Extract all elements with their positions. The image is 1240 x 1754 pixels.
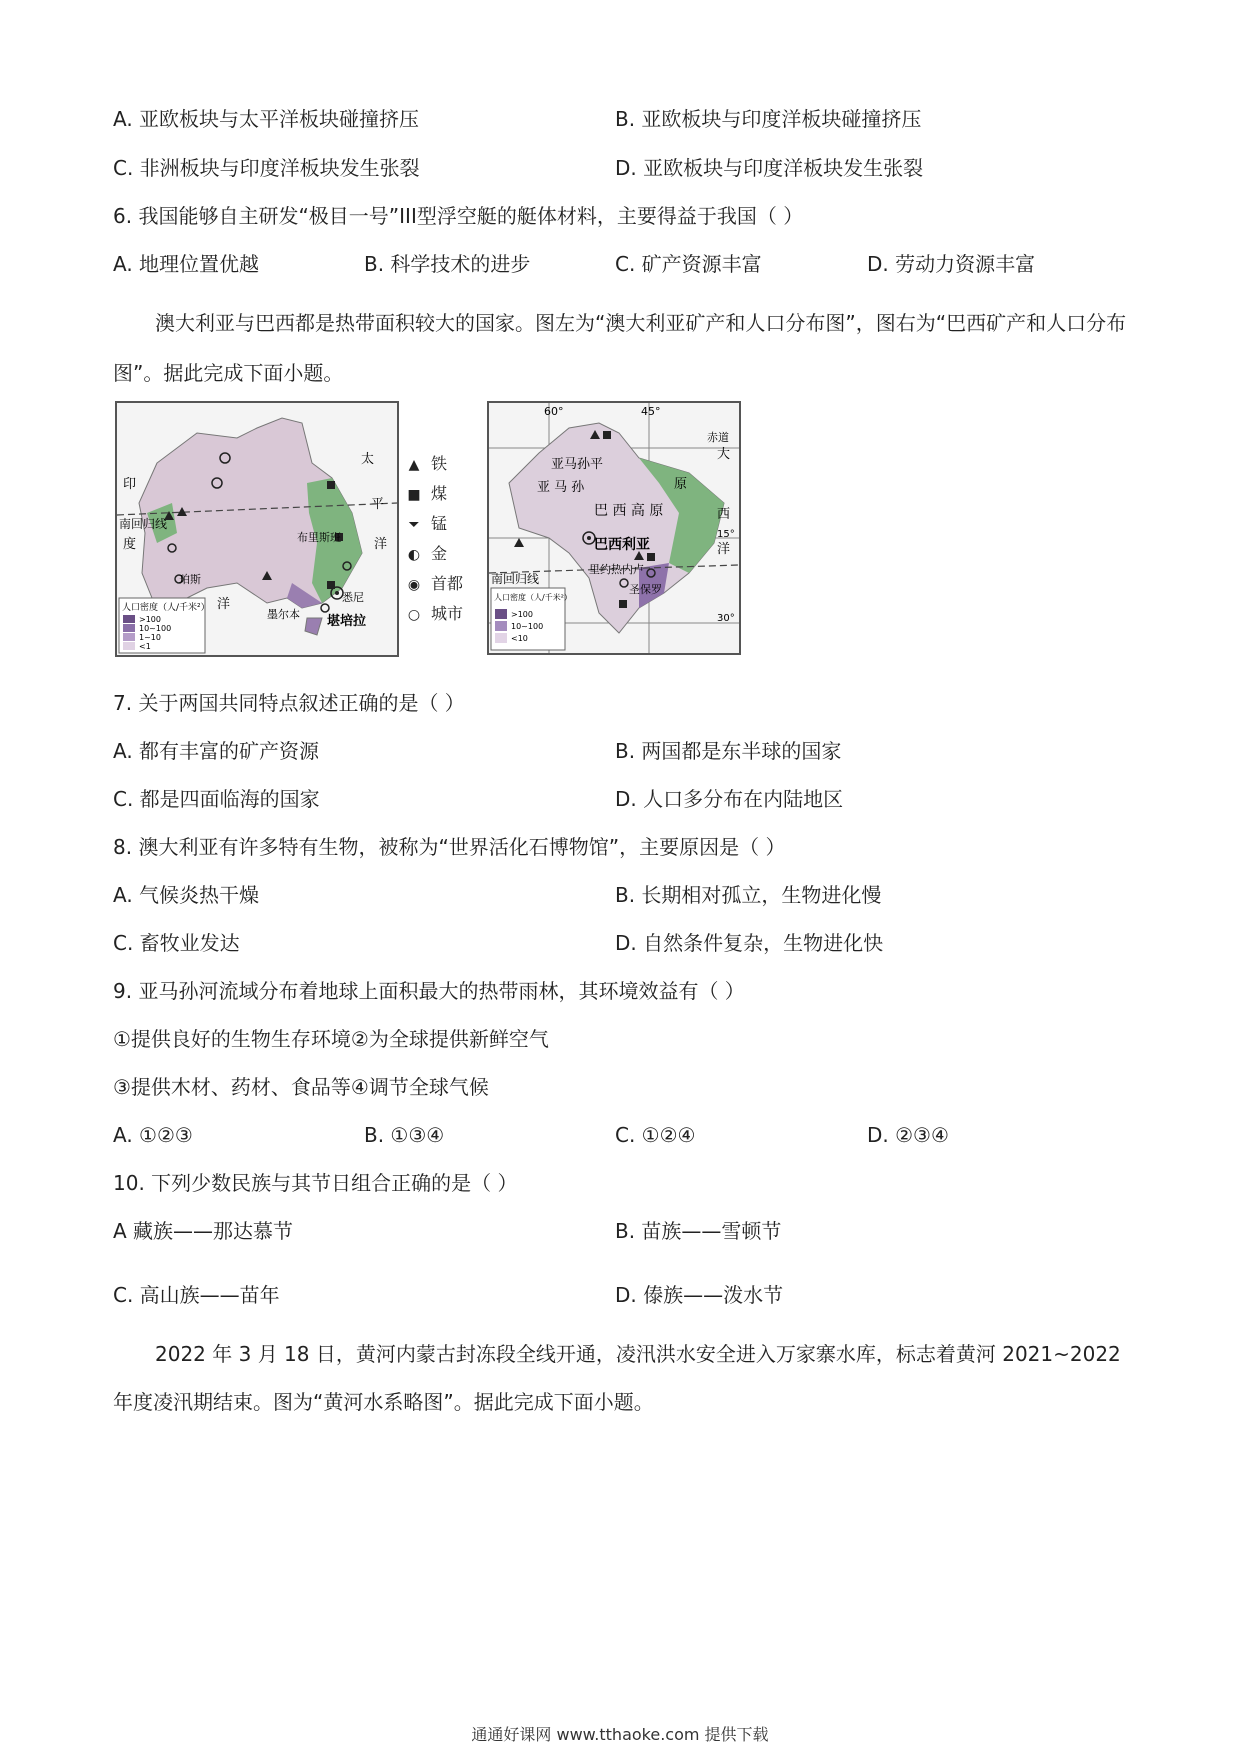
au-legend-1: >100 <box>139 615 161 624</box>
q6-option-b: B. 科学技术的进步 <box>364 252 531 276</box>
mineral-legend <box>405 455 475 645</box>
triangle-icon: ▲ <box>408 457 420 473</box>
q10-option-c: C. 高山族——苗年 <box>113 1283 280 1307</box>
q6-option-d: D. 劳动力资源丰富 <box>867 252 1036 276</box>
au-ocean-yang2: 洋 <box>217 597 231 612</box>
au-brisbane: 布里斯班 <box>297 531 341 544</box>
br-tropic: 南回归线 <box>491 572 540 586</box>
legend-manganese: ⏷ 锰 <box>405 515 447 534</box>
br-lon45: 45° <box>641 405 661 418</box>
q9-line-1: ①提供良好的生物生存环境②为全球提供新鲜空气 <box>113 1027 549 1051</box>
q5-option-c: C. 非洲板块与印度洋板块发生张裂 <box>113 156 420 180</box>
au-ocean-tai: 太 <box>361 452 375 467</box>
au-legend-3: 1~10 <box>139 633 161 642</box>
gold-icon: ◐ <box>407 547 421 563</box>
q9-option-d: D. ②③④ <box>867 1123 949 1147</box>
br-lat30: 30° <box>717 613 735 624</box>
q9-stem: 9. 亚马孙河流域分布着地球上面积最大的热带雨林，其环境效益有（ ） <box>113 979 745 1003</box>
au-tropic-label: 南回归线 <box>119 517 168 531</box>
br-xi: 西 <box>717 507 731 522</box>
q7-option-b: B. 两国都是东半球的国家 <box>615 739 842 763</box>
q9-option-a: A. ①②③ <box>113 1123 193 1147</box>
legend-coal: ■ 煤 <box>405 485 447 504</box>
au-melbourne: 墨尔本 <box>267 608 300 621</box>
au-legend-2: 10~100 <box>139 624 172 633</box>
legend-capital: ◉ 首都 <box>405 575 463 594</box>
square-icon: ■ <box>407 487 421 503</box>
br-equator: 赤道 <box>707 431 729 444</box>
manganese-icon: ⏷ <box>408 517 420 533</box>
legend-iron: ▲ 铁 <box>405 455 447 474</box>
city-icon: ○ <box>407 607 421 623</box>
q9-line-2: ③提供木材、药材、食品等④调节全球气候 <box>113 1075 489 1099</box>
q10-option-b: B. 苗族——雪顿节 <box>615 1219 782 1243</box>
au-sydney: 悉尼 <box>342 591 364 604</box>
br-amazon-1: 亚马孙平 <box>551 457 604 472</box>
q8-stem: 8. 澳大利亚有许多特有生物，被称为“世界活化石博物馆”，主要原因是（ ） <box>113 835 786 859</box>
br-legend-title: 人口密度（人/千米²） <box>494 593 572 602</box>
q5-option-a: A. 亚欧板块与太平洋板块碰撞挤压 <box>113 107 420 131</box>
au-canberra: 堪培拉 <box>327 614 367 629</box>
q7-stem: 7. 关于两国共同特点叙述正确的是（ ） <box>113 691 465 715</box>
br-yang: 洋 <box>717 542 731 557</box>
au-legend-4: <1 <box>139 642 151 651</box>
q6-option-c: C. 矿产资源丰富 <box>615 252 762 276</box>
yellow-river-intro: 2022 年 3 月 18 日，黄河内蒙古封冻段全线开通，凌汛洪水安全进入万家寨水库，标志着黄河 2021~2022 年度凌汛期结束。图为“黄河水系略图”。据此完成下面小题。 <box>113 1342 1121 1414</box>
br-legend-2: 10~100 <box>511 622 544 631</box>
br-brasilia: 巴西利亚 <box>594 537 650 553</box>
br-amazon-2: 亚 马 孙 <box>537 480 585 495</box>
br-legend-3: <10 <box>511 634 528 643</box>
q8-option-d: D. 自然条件复杂，生物进化快 <box>615 931 884 955</box>
br-plateau: 巴 西 高 原 <box>594 503 664 519</box>
q10-option-d: D. 傣族——泼水节 <box>615 1283 784 1307</box>
br-rio: 里约热内卢 <box>589 563 644 576</box>
br-saopaulo: 圣保罗 <box>629 583 662 596</box>
page-footer: 通通好课网 www.tthaoke.com 提供下载 <box>471 1725 769 1744</box>
maps-intro: 澳大利亚与巴西都是热带面积较大的国家。图左为“澳大利亚矿产和人口分布图”，图右为“巴西矿产和人口分布图”。据此完成下面小题。 <box>113 311 1127 385</box>
q8-option-a: A. 气候炎热干燥 <box>113 883 260 907</box>
au-perth: 珀斯 <box>179 573 201 586</box>
capital-icon: ◉ <box>407 577 421 593</box>
br-legend-1: >100 <box>511 610 533 619</box>
q7-option-c: C. 都是四面临海的国家 <box>113 787 320 811</box>
q5-option-d: D. 亚欧板块与印度洋板块发生张裂 <box>615 156 924 180</box>
q9-option-c: C. ①②④ <box>615 1123 696 1147</box>
au-ocean-yang: 洋 <box>374 537 388 552</box>
brazil-map-svg <box>489 403 739 653</box>
au-legend-title: 人口密度（人/千米²） <box>122 603 210 613</box>
brazil-map <box>487 401 741 655</box>
br-yuan: 原 <box>674 477 688 492</box>
q10-stem: 10. 下列少数民族与其节日组合正确的是（ ） <box>113 1171 518 1195</box>
q6-option-a: A. 地理位置优越 <box>113 252 260 276</box>
q8-option-b: B. 长期相对孤立，生物进化慢 <box>615 883 882 907</box>
au-ocean-du: 度 <box>123 537 137 552</box>
q8-option-c: C. 畜牧业发达 <box>113 931 240 955</box>
q5-option-b: B. 亚欧板块与印度洋板块碰撞挤压 <box>615 107 922 131</box>
legend-gold: ◐ 金 <box>405 545 447 564</box>
br-lon60: 60° <box>544 405 564 418</box>
australia-map-svg <box>117 403 397 655</box>
q9-option-b: B. ①③④ <box>364 1123 445 1147</box>
q7-option-d: D. 人口多分布在内陆地区 <box>615 787 844 811</box>
australia-map <box>115 401 399 657</box>
br-lat15: 15° <box>717 529 735 540</box>
legend-city: ○ 城市 <box>405 605 463 624</box>
au-ocean-ping: 平 <box>371 497 385 512</box>
q6-stem: 6. 我国能够自主研发“极目一号”III型浮空艇的艇体材料，主要得益于我国（ ） <box>113 204 804 228</box>
br-da: 大 <box>717 447 731 462</box>
au-ocean-yin: 印 <box>123 477 137 492</box>
q10-option-a: A 藏族——那达慕节 <box>113 1219 294 1243</box>
q7-option-a: A. 都有丰富的矿产资源 <box>113 739 320 763</box>
